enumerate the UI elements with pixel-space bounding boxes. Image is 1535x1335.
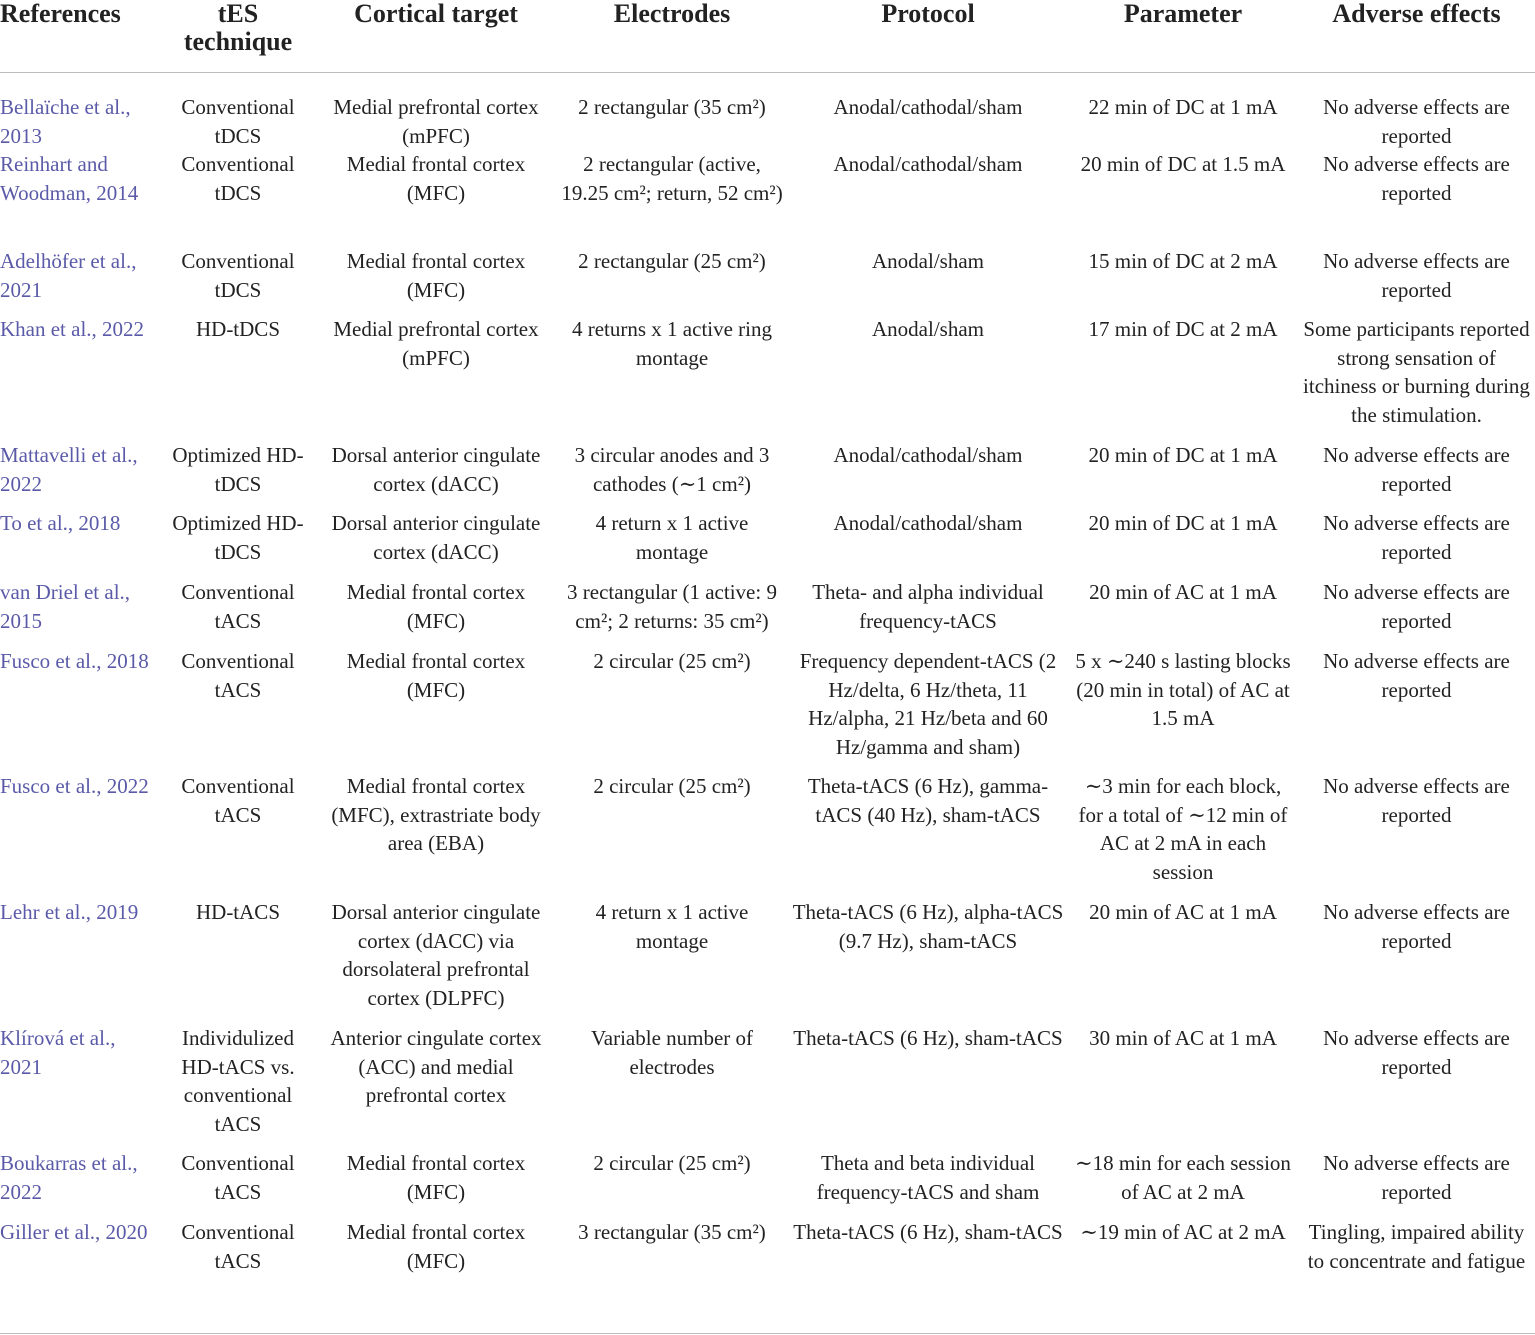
- parameter-cell: 20 min of DC at 1 mA: [1088, 511, 1278, 535]
- target-cell: Medial prefrontal cortex (mPFC): [333, 95, 539, 148]
- protocol-cell: Anodal/sham: [872, 317, 984, 341]
- reference-cell[interactable]: Fusco et al., 2022: [0, 774, 149, 798]
- protocol-cell: Theta-tACS (6 Hz), alpha-tACS (9.7 Hz), sham-tACS: [792, 900, 1064, 953]
- adverse-effects-cell: No adverse effects are reported: [1323, 443, 1510, 496]
- adverse-effects-cell: No adverse effects are reported: [1323, 900, 1510, 953]
- adverse-effects-cell: No adverse effects are reported: [1323, 1151, 1510, 1204]
- electrodes-cell: 2 rectangular (35 cm²): [578, 95, 766, 119]
- table-row: [0, 247, 1535, 315]
- reference-cell[interactable]: van Driel et al., 2015: [0, 580, 131, 633]
- protocol-cell: Anodal/cathodal/sham: [833, 511, 1023, 535]
- protocol-cell: Theta- and alpha individual frequency-tACS: [812, 580, 1044, 633]
- reference-cell[interactable]: Giller et al., 2020: [0, 1220, 148, 1244]
- adverse-effects-cell: No adverse effects are reported: [1323, 580, 1510, 633]
- adverse-effects-cell: No adverse effects are reported: [1323, 774, 1510, 827]
- parameter-cell: 17 min of DC at 2 mA: [1088, 317, 1278, 341]
- reference-cell[interactable]: Bellaïche et al., 2013: [0, 95, 131, 148]
- header-parameter: Parameter: [1123, 0, 1243, 28]
- table-row: [0, 150, 1535, 247]
- target-cell: Medial frontal cortex (MFC), extrastriate body area (EBA): [331, 774, 541, 855]
- table-row: [0, 315, 1535, 441]
- protocol-cell: Anodal/cathodal/sham: [833, 443, 1023, 467]
- reference-cell[interactable]: Adelhöfer et al., 2021: [0, 249, 137, 302]
- technique-cell: Conventional tDCS: [181, 249, 295, 302]
- technique-cell: Conventional tDCS: [181, 152, 295, 205]
- table-row: [0, 509, 1535, 578]
- header-cortical-target: Cortical target: [354, 0, 518, 28]
- parameter-cell: 20 min of AC at 1 mA: [1089, 900, 1277, 924]
- technique-cell: Conventional tACS: [181, 1220, 295, 1273]
- technique-cell: Optimized HD-tDCS: [172, 511, 304, 564]
- protocol-cell: Anodal/sham: [872, 249, 984, 273]
- target-cell: Medial frontal cortex (MFC): [346, 249, 526, 302]
- reference-cell[interactable]: Lehr et al., 2019: [0, 900, 139, 924]
- electrodes-cell: 4 returns x 1 active ring montage: [571, 317, 773, 370]
- electrodes-cell: 4 return x 1 active montage: [595, 900, 749, 953]
- electrodes-cell: 3 rectangular (35 cm²): [578, 1220, 766, 1244]
- reference-cell[interactable]: Klírová et al., 2021: [0, 1026, 116, 1079]
- technique-cell: Conventional tACS: [181, 580, 295, 633]
- header-adverse-effects: Adverse effects: [1332, 0, 1501, 28]
- header-protocol: Protocol: [881, 0, 975, 28]
- table-row: [0, 441, 1535, 509]
- protocol-cell: Frequency dependent-tACS (2 Hz/delta, 6 Hz/theta, 11 Hz/alpha, 21 Hz/beta and 60 Hz/gamma and sham): [799, 649, 1057, 759]
- parameter-cell: ∼3 min for each block, for a total of ∼12 min of AC at 2 mA in each session: [1078, 774, 1288, 884]
- header-electrodes: Electrodes: [613, 0, 731, 28]
- table-row: [0, 1024, 1535, 1149]
- table-row: [0, 578, 1535, 647]
- electrodes-cell: 3 circular anodes and 3 cathodes (∼1 cm²): [574, 443, 770, 496]
- target-cell: Anterior cingulate cortex (ACC) and medial prefrontal cortex: [330, 1026, 542, 1107]
- technique-cell: Individulized HD-tACS vs. conventional tACS: [181, 1026, 295, 1136]
- parameter-cell: 15 min of DC at 2 mA: [1088, 249, 1278, 273]
- target-cell: Dorsal anterior cingulate cortex (dACC): [331, 443, 541, 496]
- table-header-row: [0, 0, 1535, 73]
- target-cell: Medial frontal cortex (MFC): [346, 580, 526, 633]
- electrodes-cell: Variable number of electrodes: [590, 1026, 754, 1079]
- reference-cell[interactable]: To et al., 2018: [0, 511, 121, 535]
- parameter-cell: ∼18 min for each session of AC at 2 mA: [1075, 1151, 1291, 1204]
- header-tes-technique: tES technique: [183, 0, 293, 56]
- parameter-cell: 20 min of AC at 1 mA: [1089, 580, 1277, 604]
- adverse-effects-cell: No adverse effects are reported: [1323, 95, 1510, 148]
- parameter-cell: 20 min of DC at 1 mA: [1088, 443, 1278, 467]
- reference-cell[interactable]: Mattavelli et al., 2022: [0, 443, 138, 496]
- table-row: [0, 647, 1535, 772]
- adverse-effects-cell: Tingling, impaired ability to concentrate and fatigue: [1307, 1220, 1526, 1273]
- adverse-effects-cell: No adverse effects are reported: [1323, 511, 1510, 564]
- technique-cell: Conventional tACS: [181, 774, 295, 827]
- target-cell: Medial frontal cortex (MFC): [346, 1220, 526, 1273]
- electrodes-cell: 2 circular (25 cm²): [593, 774, 751, 798]
- electrodes-cell: 2 rectangular (active, 19.25 cm²; return, 52 cm²): [561, 152, 783, 205]
- parameter-cell: 20 min of DC at 1.5 mA: [1080, 152, 1286, 176]
- electrodes-cell: 2 circular (25 cm²): [593, 1151, 751, 1175]
- parameter-cell: 22 min of DC at 1 mA: [1088, 95, 1278, 119]
- reference-cell[interactable]: Fusco et al., 2018: [0, 649, 149, 673]
- adverse-effects-cell: No adverse effects are reported: [1323, 1026, 1510, 1079]
- parameter-cell: 5 x ∼240 s lasting blocks (20 min in total) of AC at 1.5 mA: [1075, 649, 1291, 730]
- adverse-effects-cell: No adverse effects are reported: [1323, 152, 1510, 205]
- technique-cell: Optimized HD-tDCS: [172, 443, 304, 496]
- electrodes-cell: 4 return x 1 active montage: [595, 511, 749, 564]
- table-row: [0, 898, 1535, 1024]
- target-cell: Medial prefrontal cortex (mPFC): [333, 317, 539, 370]
- table-row: [0, 1149, 1535, 1218]
- adverse-effects-cell: No adverse effects are reported: [1323, 649, 1510, 702]
- electrodes-cell: 3 rectangular (1 active: 9 cm²; 2 returns: 35 cm²): [567, 580, 777, 633]
- table-row: [0, 1218, 1535, 1322]
- target-cell: Medial frontal cortex (MFC): [346, 649, 526, 702]
- electrodes-cell: 2 circular (25 cm²): [593, 649, 751, 673]
- technique-cell: Conventional tACS: [181, 1151, 295, 1204]
- reference-cell[interactable]: Boukarras et al., 2022: [0, 1151, 138, 1204]
- parameter-cell: ∼19 min of AC at 2 mA: [1080, 1220, 1286, 1244]
- protocol-cell: Theta-tACS (6 Hz), gamma-tACS (40 Hz), sham-tACS: [807, 774, 1049, 827]
- parameter-cell: 30 min of AC at 1 mA: [1089, 1026, 1277, 1050]
- electrodes-cell: 2 rectangular (25 cm²): [578, 249, 766, 273]
- technique-cell: HD-tACS: [195, 900, 280, 924]
- adverse-effects-cell: Some participants reported strong sensation of itchiness or burning during the stimulation.: [1303, 317, 1530, 427]
- protocol-cell: Anodal/cathodal/sham: [833, 95, 1023, 119]
- table-row: [0, 772, 1535, 898]
- header-references: References: [0, 0, 121, 28]
- target-cell: Medial frontal cortex (MFC): [346, 152, 526, 205]
- target-cell: Medial frontal cortex (MFC): [346, 1151, 526, 1204]
- table-bottom-rule: [0, 1333, 1535, 1334]
- reference-cell[interactable]: Khan et al., 2022: [0, 317, 145, 341]
- protocol-cell: Theta-tACS (6 Hz), sham-tACS: [793, 1026, 1063, 1050]
- target-cell: Dorsal anterior cingulate cortex (dACC) via dorsolateral prefrontal cortex (DLPFC): [331, 900, 541, 1010]
- target-cell: Dorsal anterior cingulate cortex (dACC): [331, 511, 541, 564]
- protocol-cell: Theta and beta individual frequency-tACS and sham: [816, 1151, 1040, 1204]
- protocol-cell: Theta-tACS (6 Hz), sham-tACS: [793, 1220, 1063, 1244]
- protocol-cell: Anodal/cathodal/sham: [833, 152, 1023, 176]
- table-row: [0, 73, 1535, 151]
- technique-cell: HD-tDCS: [195, 317, 280, 341]
- reference-cell[interactable]: Reinhart and Woodman, 2014: [0, 152, 139, 205]
- adverse-effects-cell: No adverse effects are reported: [1323, 249, 1510, 302]
- technique-cell: Conventional tACS: [181, 649, 295, 702]
- technique-cell: Conventional tDCS: [181, 95, 295, 148]
